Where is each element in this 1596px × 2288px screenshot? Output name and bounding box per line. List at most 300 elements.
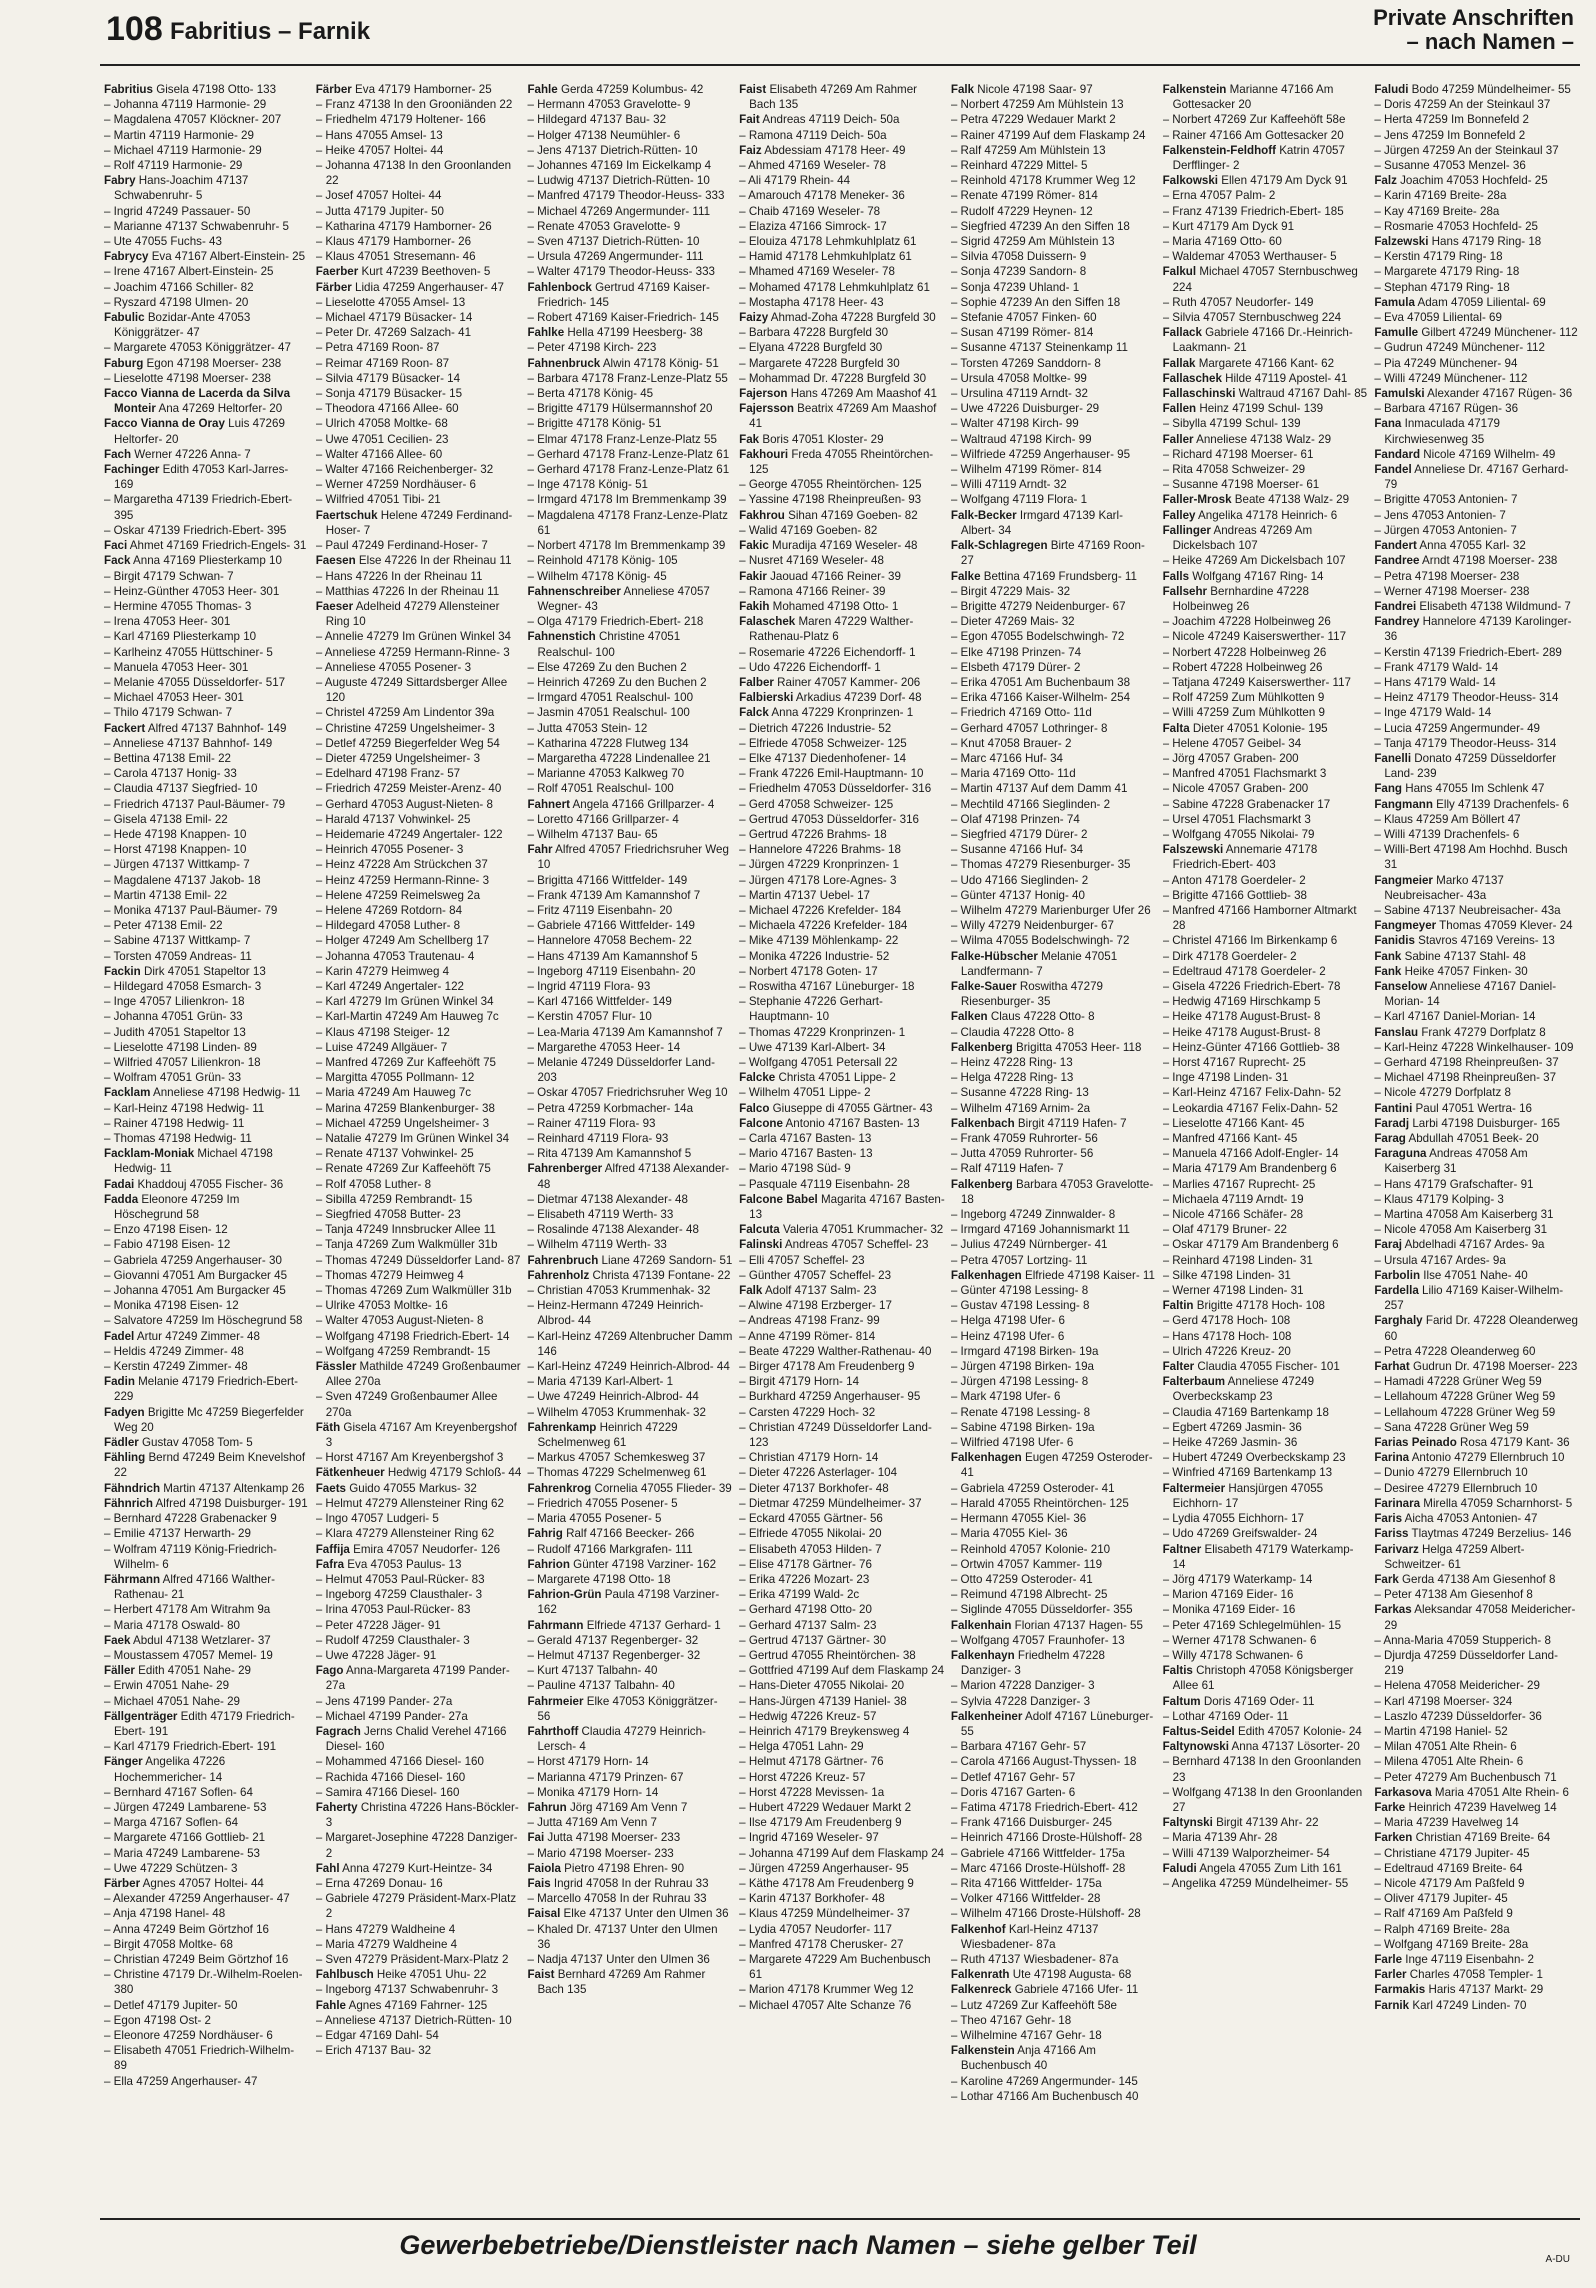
directory-entry	[951, 949, 1157, 979]
surname: Falke	[950, 569, 981, 583]
entry-details: Elisabeth 47269 Am Rahmer Bach 135	[749, 83, 918, 112]
directory-entry	[527, 1283, 733, 1298]
entry-details: – Holger 47249 Am Schellberg 17	[315, 934, 490, 948]
directory-entry	[739, 797, 945, 812]
entry-details: – Erika 47226 Mozart- 23	[739, 1572, 870, 1586]
directory-entry	[104, 614, 310, 629]
directory-entry	[316, 812, 522, 827]
entry-details: – Maria 47055 Kiel- 36	[950, 1527, 1068, 1541]
entry-details: – Ursula 47167 Ardes- 9a	[1374, 1253, 1506, 1267]
entry-details: – Hedwig 47169 Hirschkamp 5	[1162, 995, 1321, 1009]
entry-details: – Paul 47249 Ferdinand-Hoser- 7	[315, 539, 488, 553]
directory-entry	[1163, 371, 1369, 386]
entry-details: Adolf 47167 Lüneburger- 55	[960, 1709, 1154, 1738]
directory-entry	[527, 82, 733, 97]
directory-entry	[739, 1237, 945, 1252]
directory-entry	[739, 1785, 945, 1800]
entry-details: – Christel 47259 Am Lindentor 39a	[315, 706, 495, 720]
directory-entry	[104, 1815, 310, 1830]
entry-details: – Inge 47179 Wald- 14	[1374, 706, 1492, 720]
directory-entry	[1374, 538, 1580, 553]
entry-details: – Gertrud 47226 Brahms- 18	[739, 827, 887, 841]
entry-details: – Horst 47167 Ruprecht- 25	[1162, 1056, 1306, 1069]
entry-details: – Heinrich 47055 Posener- 3	[315, 843, 464, 857]
entry-details: Freda 47055 Rheintörchen- 125	[749, 447, 934, 477]
entry-details: Claus 47228 Otto- 8	[987, 1010, 1095, 1024]
directory-entry	[1374, 1055, 1580, 1070]
entry-details: – Wilhelm 47053 Krummenhak- 32	[527, 1405, 706, 1419]
entry-details: – Natalie 47279 Im Grünen Winkel 34	[315, 1132, 510, 1146]
directory-entry	[1163, 736, 1369, 751]
directory-entry	[739, 1283, 945, 1298]
directory-entry	[316, 1572, 522, 1587]
directory-entry	[1163, 1237, 1369, 1252]
directory-entry	[1374, 1101, 1580, 1116]
entry-details: Bodo 47259 Mündelheimer- 55	[1408, 83, 1571, 96]
entry-details: – Marc 47166 Droste-Hülshoff- 28	[950, 1861, 1126, 1875]
directory-entry	[1374, 1709, 1580, 1724]
directory-entry	[951, 1891, 1157, 1906]
surname: Fadai	[104, 1177, 135, 1191]
surname: Falk-Becker	[950, 508, 1017, 522]
entry-details: – Michael 47051 Nahe- 29	[104, 1694, 240, 1708]
directory-entry	[739, 204, 945, 219]
surname: Falta	[1162, 721, 1190, 735]
directory-entry	[1374, 188, 1580, 203]
directory-entry	[951, 1678, 1157, 1693]
directory-entry	[1374, 97, 1580, 112]
directory-entry	[739, 1922, 945, 1937]
directory-entry	[1374, 1785, 1580, 1800]
entry-details: – Erika 47166 Kaiser-Wilhelm- 254	[950, 691, 1131, 705]
entry-details: – Willi 47139 Walporzheimer- 54	[1162, 1846, 1330, 1860]
entry-details: – Inge 47057 Lilienkron- 18	[104, 995, 245, 1009]
entry-details: Arkadius 47239 Dorf- 48	[793, 691, 922, 705]
entry-details: – Alwine 47198 Erzberger- 17	[739, 1299, 892, 1313]
entry-details: Anna 47229 Kronprinzen- 1	[768, 706, 914, 720]
surname: Faludi	[1374, 83, 1409, 96]
entry-details: – Karl 47198 Moerser- 324	[1374, 1694, 1513, 1708]
directory-entry	[1163, 949, 1369, 964]
entry-details: Beatrix 47269 Am Maashof 41	[749, 402, 937, 431]
entry-details: – Maria 47279 Waldheine 4	[315, 1937, 458, 1951]
surname: Falkul	[1162, 265, 1197, 279]
directory-entry	[1374, 660, 1580, 675]
entry-details: – Gudrun 47249 Münchener- 112	[1374, 341, 1545, 355]
directory-entry	[739, 1268, 945, 1283]
directory-entry	[316, 295, 522, 310]
directory-entry	[1374, 219, 1580, 234]
entry-details: – Willi 47249 Münchener- 112	[1374, 371, 1528, 385]
directory-entry	[1374, 264, 1580, 279]
directory-entry	[951, 538, 1157, 568]
directory-entry	[527, 1891, 733, 1906]
entry-details: Egon 47198 Moerser- 238	[143, 356, 282, 370]
entry-details: – Pia 47249 Münchener- 94	[1374, 356, 1518, 370]
directory-entry	[316, 2028, 522, 2043]
directory-entry	[316, 112, 522, 127]
entry-details: Eva 47053 Paulus- 13	[344, 1557, 462, 1571]
entry-details: – Heike 47269 Jasmin- 36	[1162, 1436, 1298, 1450]
directory-entry	[104, 1268, 310, 1283]
surname: Fallen	[1162, 402, 1197, 416]
directory-entry	[104, 462, 310, 492]
directory-entry	[1163, 432, 1369, 447]
directory-entry	[951, 1709, 1157, 1739]
entry-details: – Gisela 47138 Emil- 22	[104, 812, 228, 826]
surname: Fakih	[739, 599, 770, 613]
entry-details: – Inge 47198 Linden- 31	[1162, 1071, 1289, 1085]
directory-entry	[739, 523, 945, 538]
directory-entry	[739, 112, 945, 127]
entry-details: – Walter 47166 Reichenberger- 32	[315, 463, 494, 477]
directory-entry	[104, 1329, 310, 1344]
entry-details: – Ramona 47166 Reiner- 39	[739, 584, 886, 598]
directory-entry	[951, 112, 1157, 127]
directory-entry	[104, 1648, 310, 1663]
entry-details: Anneliese Dr. 47167 Gerhard- 79	[1384, 463, 1569, 492]
entry-details: – Jürgen 47249 Lambarene- 53	[104, 1800, 267, 1814]
surname: Facco Vianna de Lacerda da Silva Monteir	[104, 387, 291, 416]
entry-details: Inmaculada 47179 Kirchwiesenweg 35	[1384, 417, 1500, 446]
directory-entry	[951, 97, 1157, 112]
directory-entry	[1163, 1146, 1369, 1161]
directory-entry	[104, 721, 310, 736]
directory-entry	[316, 477, 522, 492]
directory-entry	[527, 1420, 733, 1450]
entry-details: – Doris 47167 Garten- 6	[950, 1785, 1076, 1799]
entry-details: – Reinhold 47057 Kolonie- 210	[950, 1542, 1111, 1556]
surname: Fahrion-Grün	[527, 1588, 602, 1602]
surname: Fakir	[739, 569, 767, 583]
directory-entry	[1374, 295, 1580, 310]
directory-entry	[1374, 949, 1580, 964]
entry-details: – Walid 47169 Goeben- 82	[739, 523, 878, 537]
surname: Faltynski	[1162, 1816, 1213, 1830]
entry-details: – Mark 47198 Ufer- 6	[950, 1390, 1061, 1404]
directory-entry	[1163, 629, 1369, 644]
entry-details: – Volker 47166 Wittfelder- 28	[950, 1892, 1101, 1906]
directory-entry	[316, 219, 522, 234]
directory-entry	[1163, 690, 1369, 705]
directory-entry	[316, 1177, 522, 1192]
entry-details: Elfriede 47198 Kaiser- 11	[1021, 1268, 1155, 1282]
entry-details: Adam 47059 Liliental- 69	[1414, 295, 1546, 309]
directory-entry	[527, 766, 733, 781]
directory-entry	[316, 416, 522, 431]
surname: Farmakis	[1374, 1983, 1426, 1997]
entry-details: – Karl 47179 Friedrich-Ebert- 191	[104, 1740, 277, 1754]
directory-entry	[104, 1694, 310, 1709]
surname: Fahlbusch	[315, 1968, 374, 1982]
entry-details: – Jens 47137 Dietrich-Rütten- 10	[527, 143, 698, 157]
entry-details: – Sven 47137 Dietrich-Rütten- 10	[527, 235, 700, 249]
entry-details: – Margaret-Josephine 47228 Danziger- 2	[315, 1831, 518, 1860]
directory-entry	[739, 1694, 945, 1709]
directory-entry	[1163, 492, 1369, 507]
entry-details: Brigitta 47053 Heer- 118	[1012, 1040, 1142, 1054]
entry-details: – Samira 47166 Diesel- 160	[315, 1785, 460, 1799]
entry-details: Bozidar-Ante 47053 Königgrätzer- 47	[114, 311, 251, 340]
entry-details: – Bernhard 47228 Grabenacker 9	[104, 1512, 277, 1526]
directory-entry	[104, 1739, 310, 1754]
directory-entry	[739, 340, 945, 355]
entry-details: – Erika 47199 Wald- 2c	[739, 1588, 860, 1602]
directory-entry	[739, 492, 945, 507]
directory-entry	[104, 766, 310, 781]
directory-entry	[1374, 1237, 1580, 1252]
entry-details: – Ingrid 47119 Flora- 93	[527, 979, 651, 993]
entry-details: – Petra 47259 Korbmacher- 14a	[527, 1101, 694, 1115]
entry-details: Paula 47198 Varziner- 162	[537, 1588, 720, 1617]
entry-details: – Silke 47198 Linden- 31	[1162, 1268, 1291, 1282]
directory-entry	[316, 797, 522, 812]
directory-entry	[951, 705, 1157, 720]
entry-details: Aleksandar 47058 Meidericher- 29	[1384, 1603, 1576, 1632]
entry-details: – Lellahoum 47228 Grüner Weg 59	[1374, 1405, 1556, 1419]
entry-details: – Peter 47138 Emil- 22	[104, 919, 223, 933]
directory-entry	[104, 340, 310, 355]
entry-details: – Jörg 47179 Waterkamp- 14	[1162, 1572, 1313, 1586]
entry-details: – Heinz-Hermann 47249 Heinrich-Albrod- 44	[527, 1299, 704, 1328]
directory-entry	[316, 280, 522, 295]
entry-details: – Michaela 47226 Krefelder- 184	[739, 919, 908, 933]
entry-details: Birgit 47139 Ahr- 22	[1212, 1816, 1319, 1830]
directory-entry	[1163, 1572, 1369, 1587]
entry-details: – Peter Dr. 47269 Salzach- 41	[315, 326, 472, 340]
entry-details: – Annelie 47279 Im Grünen Winkel 34	[315, 630, 512, 644]
entry-details: – Silvia 47057 Sternbuschweg 224	[1162, 311, 1342, 325]
directory-entry	[527, 128, 733, 143]
directory-entry	[951, 492, 1157, 507]
entry-details: Günter 47198 Varziner- 162	[569, 1557, 717, 1571]
directory-entry	[739, 1131, 945, 1146]
entry-details: Alfred 47198 Duisburger- 191	[152, 1496, 308, 1510]
directory-entry	[527, 979, 733, 994]
entry-details: – Pauline 47137 Talbahn- 40	[527, 1679, 675, 1693]
entry-details: – Margarete 47053 Königgrätzer- 47	[104, 341, 291, 355]
entry-details: Alfred 47138 Alexander- 48	[537, 1162, 730, 1191]
directory-entry	[1163, 1268, 1369, 1283]
directory-entry	[951, 1906, 1157, 1921]
surname: Fallaschinski	[1162, 387, 1236, 401]
entry-details: – Heinz 47228 Am Strückchen 37	[315, 858, 488, 872]
corner-mark: A-DU	[1545, 2254, 1570, 2265]
surname: Falco	[739, 1101, 770, 1115]
directory-entry	[316, 903, 522, 918]
entry-details: Ellen 47179 Am Dyck 91	[1218, 174, 1348, 188]
directory-entry	[739, 234, 945, 249]
entry-details: Gudrun Dr. 47198 Moerser- 223	[1409, 1360, 1578, 1374]
entry-details: Eugen 47259 Osteroder- 41	[960, 1451, 1153, 1480]
entry-details: – Rainer 47198 Hedwig- 11	[104, 1116, 245, 1130]
directory-entry	[951, 857, 1157, 872]
entry-details: – Norbert 47178 Goten- 17	[739, 964, 878, 978]
entry-details: – Anneliese 47055 Posener- 3	[315, 660, 472, 674]
entry-details: – Siegfried 47179 Dürer- 2	[950, 827, 1088, 841]
entry-details: Christina 47226 Hans-Böckler- 3	[325, 1800, 519, 1830]
entry-details: – Rolf 47058 Luther- 8	[315, 1177, 432, 1191]
entry-details: – Joachim 47166 Schiller- 82	[104, 280, 254, 294]
entry-details: – Renate 47053 Gravelotte- 9	[527, 219, 681, 233]
directory-entry	[1163, 1055, 1369, 1070]
entry-details: – Martin 47138 Emil- 22	[104, 888, 228, 902]
directory-entry	[1374, 1435, 1580, 1450]
directory-entry	[1374, 1420, 1580, 1435]
entry-details: – Wilhelm 47137 Bau- 65	[527, 827, 658, 841]
surname: Faertschuk	[315, 508, 378, 522]
directory-entry	[1374, 584, 1580, 599]
entry-details: – Tatjana 47249 Kaiserswerther- 117	[1162, 675, 1352, 689]
entry-details: – Mario 47198 Süd- 9	[739, 1162, 851, 1176]
entry-details: – Helmut 47053 Paul-Rücker- 83	[315, 1572, 485, 1586]
entry-details: – Karin 47137 Borkhofer- 48	[739, 1892, 885, 1906]
entry-details: Helene 47249 Ferdinand-Hoser- 7	[325, 508, 513, 537]
directory-entry	[1163, 325, 1369, 355]
directory-entry	[527, 1785, 733, 1800]
directory-entry	[951, 477, 1157, 492]
entry-details: – Detlef 47167 Gehr- 57	[950, 1770, 1076, 1784]
directory-entry	[1374, 1313, 1580, 1343]
surname: Falz	[1374, 174, 1397, 188]
entry-details: – Heike 47178 August-Brust- 8	[1162, 1010, 1321, 1024]
directory-entry	[951, 569, 1157, 584]
directory-entry	[1163, 797, 1369, 812]
directory-entry	[1163, 1161, 1369, 1176]
directory-entry	[739, 1800, 945, 1815]
entry-details: – Nicole 47279 Dorfplatz 8	[1374, 1086, 1511, 1100]
entry-details: – Friedrich 47169 Otto- 11d	[950, 706, 1092, 720]
entry-details: Brigitte Mc 47259 Biegerfelder Weg 20	[114, 1405, 304, 1434]
entry-details: – Fritz 47119 Eisenbahn- 20	[527, 903, 673, 917]
entry-details: – Werner 47198 Linden- 31	[1162, 1284, 1304, 1298]
directory-entry	[104, 1435, 310, 1450]
directory-entry	[951, 2013, 1157, 2028]
directory-entry	[1374, 1268, 1580, 1283]
directory-entry	[951, 1298, 1157, 1313]
entry-details: – Johanna 47051 Am Burgacker 45	[104, 1284, 286, 1298]
surname: Fadyen	[104, 1405, 145, 1419]
surname: Fana	[1374, 417, 1402, 431]
directory-entry	[316, 188, 522, 203]
entry-details: – Margitta 47055 Pollmann- 12	[315, 1071, 475, 1085]
directory-entry	[1374, 1511, 1580, 1526]
entry-details: Rainer 47057 Kammer- 206	[773, 675, 921, 689]
directory-entry	[1163, 1192, 1369, 1207]
directory-entry	[951, 1222, 1157, 1237]
directory-entry	[739, 1830, 945, 1845]
entry-details: – Julius 47249 Nürnberger- 41	[950, 1238, 1108, 1252]
entry-details: – Hermann 47055 Kiel- 36	[950, 1512, 1087, 1526]
surname: Fandel	[1374, 463, 1412, 477]
directory-entry	[316, 447, 522, 462]
directory-entry	[527, 416, 733, 431]
directory-entry	[1374, 310, 1580, 325]
entry-details: – Karin 47279 Heimweg 4	[315, 964, 450, 978]
entry-details: – Helga 47228 Ring- 13	[950, 1071, 1074, 1085]
directory-entry	[1163, 964, 1369, 979]
directory-entry	[316, 1283, 522, 1298]
entry-details: – Willi 47139 Drachenfels- 6	[1374, 827, 1520, 841]
entry-details: – Hermann 47053 Gravelotte- 9	[527, 98, 691, 112]
directory-entry	[1163, 1040, 1369, 1055]
entry-details: – Wilfriede 47259 Angerhauser- 95	[950, 447, 1131, 461]
directory-entry	[951, 2043, 1157, 2073]
entry-details: – Elfriede 47055 Nikolai- 20	[739, 1527, 882, 1541]
entry-details: – Udo 47166 Sieglinden- 2	[950, 873, 1089, 887]
directory-entry	[1374, 249, 1580, 264]
directory-entry	[104, 994, 310, 1009]
directory-entry	[739, 1344, 945, 1359]
surname: Faltynowski	[1162, 1740, 1229, 1754]
entry-details: – Lieselotte 47198 Linden- 89	[104, 1040, 257, 1054]
surname: Falkenbach	[950, 1116, 1015, 1130]
entry-details: Hannelore 47139 Karolinger- 36	[1384, 615, 1572, 644]
directory-entry	[739, 1982, 945, 1997]
surname: Fahrun	[527, 1800, 567, 1814]
entry-details: – Lothar 47166 Am Buchenbusch 40	[950, 2089, 1139, 2103]
directory-entry	[104, 219, 310, 234]
directory-entry	[1163, 264, 1369, 294]
entry-details: Andreas 47057 Scheffel- 23	[782, 1238, 929, 1252]
entry-details: – Heinz 47228 Ring- 13	[950, 1056, 1073, 1069]
surname: Fallak	[1162, 356, 1196, 370]
directory-entry	[951, 1207, 1157, 1222]
entry-details: – Gerhard 47057 Lothringer- 8	[950, 721, 1108, 735]
surname: Fahnenbruck	[527, 356, 601, 370]
directory-entry	[316, 553, 522, 568]
directory-entry	[527, 1055, 733, 1085]
entry-details: – Barbara 47178 Franz-Lenze-Platz 55	[527, 371, 728, 385]
entry-details: – Margarete 47166 Gottlieb- 21	[104, 1831, 266, 1845]
surname: Faltner	[1162, 1542, 1202, 1556]
directory-entry	[527, 1846, 733, 1861]
entry-details: – Werner 47259 Nordhäuser- 6	[315, 478, 476, 492]
entry-details: – Olaf 47179 Bruner- 22	[1162, 1223, 1287, 1237]
directory-entry	[527, 1207, 733, 1222]
directory-entry	[739, 295, 945, 310]
entry-details: – Manuela 47166 Adolf-Engler- 14	[1162, 1147, 1339, 1161]
entry-details: Paul 47051 Wertra- 16	[1412, 1101, 1532, 1115]
directory-entry	[1374, 1952, 1580, 1967]
entry-details: – Manuela 47053 Heer- 301	[104, 660, 249, 674]
directory-entry	[951, 933, 1157, 948]
entry-details: Valeria 47051 Krummacher- 32	[779, 1223, 944, 1237]
directory-entry	[1374, 1359, 1580, 1374]
directory-entry	[1374, 386, 1580, 401]
directory-entry	[739, 721, 945, 736]
entry-details: – Wolfgang 47119 Flora- 1	[950, 493, 1088, 507]
surname: Falkenberg	[950, 1040, 1013, 1054]
entry-details: – Birgit 47179 Schwan- 7	[104, 569, 234, 583]
page-number: 108	[106, 10, 163, 48]
entry-details: – Norbert 47228 Holbeinweg 26	[1162, 645, 1327, 659]
entry-details: – Birger 47178 Am Freudenberg 9	[739, 1360, 915, 1374]
directory-entry	[1163, 994, 1369, 1009]
entry-details: – Manfred 47166 Hamborner Altmarkt 28	[1162, 903, 1357, 933]
directory-entry	[1163, 781, 1369, 796]
entry-details: – Hans-Jürgen 47139 Haniel- 38	[739, 1694, 907, 1708]
entry-details: – Irmgard 47198 Birken- 19a	[950, 1344, 1099, 1358]
entry-details: – Wilhelm 47166 Droste-Hülshoff- 28	[950, 1907, 1141, 1921]
directory-entry	[527, 280, 733, 310]
surname: Falkenhagen	[950, 1451, 1022, 1465]
entry-details: – Giovanni 47051 Am Burgacker 45	[104, 1268, 288, 1282]
entry-details: Anna 47169 Pliesterkamp 10	[130, 554, 282, 568]
surname: Fangmeier	[1374, 873, 1433, 887]
entry-details: Larbi 47198 Duisburger- 165	[1409, 1116, 1560, 1130]
entry-details: – Djurdja 47259 Düsseldorfer Land- 219	[1374, 1648, 1558, 1678]
